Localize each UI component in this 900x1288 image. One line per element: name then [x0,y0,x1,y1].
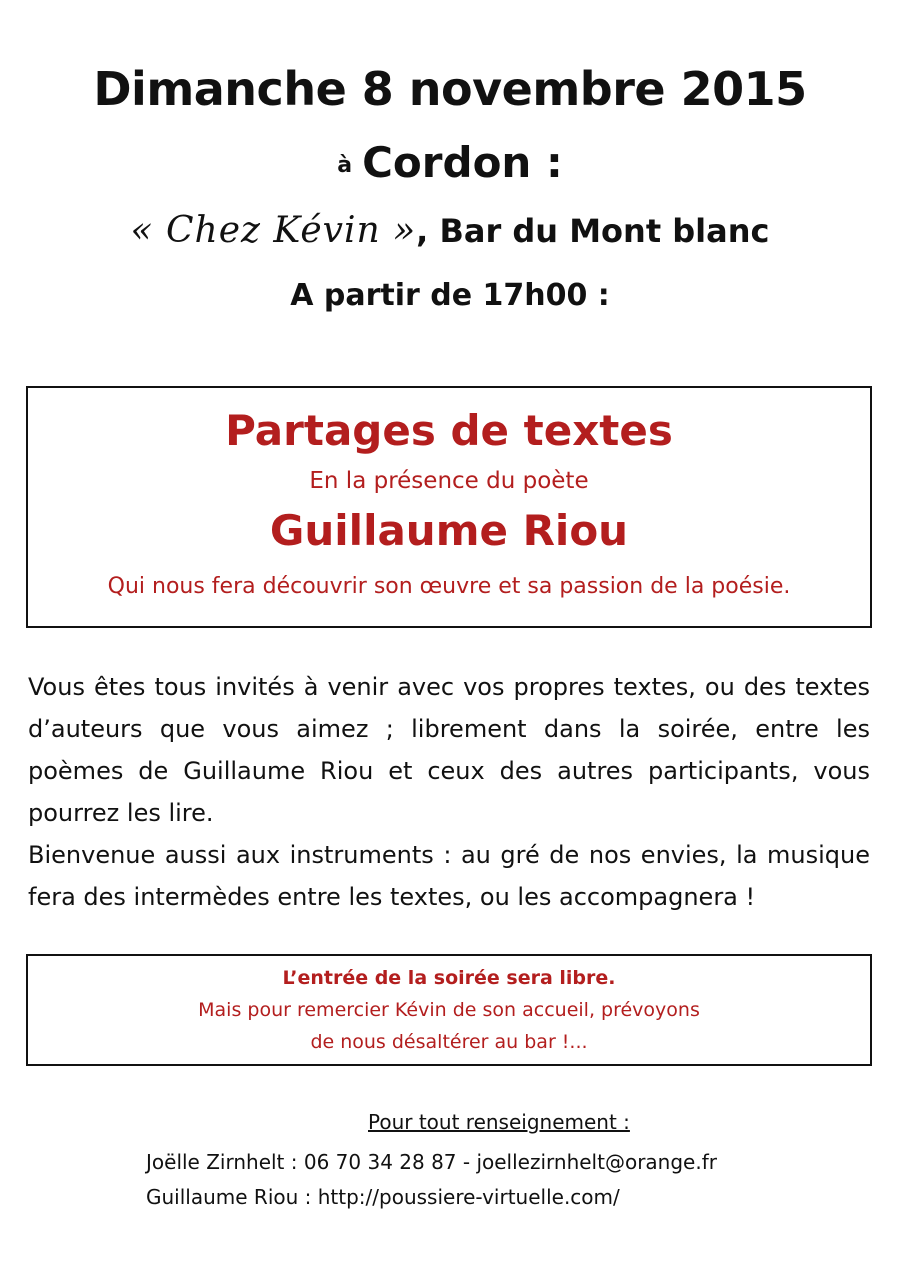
venue-name: « Chez Kévin » [130,210,417,251]
body-paragraph-2: Bienvenue aussi aux instruments : au gré de nos envies, la musique fera des intermèdes entre les textes, ou les accompagnera ! [28,841,870,911]
entry-box-line-1: L’entrée de la soirée sera libre. [282,967,616,989]
event-box-title: Partages de textes [225,406,673,455]
event-box-subtitle: En la présence du poète [309,468,589,494]
event-date: Dimanche 8 novembre 2015 [93,62,807,116]
entry-box-line-2: Mais pour remercier Kévin de son accueil, prévoyons [198,999,700,1021]
body-text [28,666,870,918]
contact-line-1: Joëlle Zirnhelt : 06 70 34 28 87 - joellezirnhelt@orange.fr [146,1150,717,1174]
event-time: A partir de 17h00 : [290,278,610,313]
venue-bar: , Bar du Mont blanc [416,212,770,250]
place-prefix: à [337,153,353,178]
place-name: Cordon : [362,138,563,187]
entry-box-line-3: de nous désaltérer au bar !... [310,1031,588,1053]
event-box [26,386,872,628]
body-paragraph-1: Vous êtes tous invités à venir avec vos propres textes, ou des textes d’auteurs que vous aimez ; librement dans la soirée, entre les poèmes de Guillaume Riou et ceux des autres participants, vous pourrez les lire. [28,673,870,827]
contact-line-2: Guillaume Riou : http://poussiere-virtuelle.com/ [146,1185,620,1209]
event-venue [0,210,900,251]
event-place [0,138,900,187]
event-box-description: Qui nous fera découvrir son œuvre et sa passion de la poésie. [107,574,791,599]
event-box-poet: Guillaume Riou [269,506,629,555]
entry-box [26,954,872,1066]
contact-heading: Pour tout renseignement : [368,1110,630,1134]
